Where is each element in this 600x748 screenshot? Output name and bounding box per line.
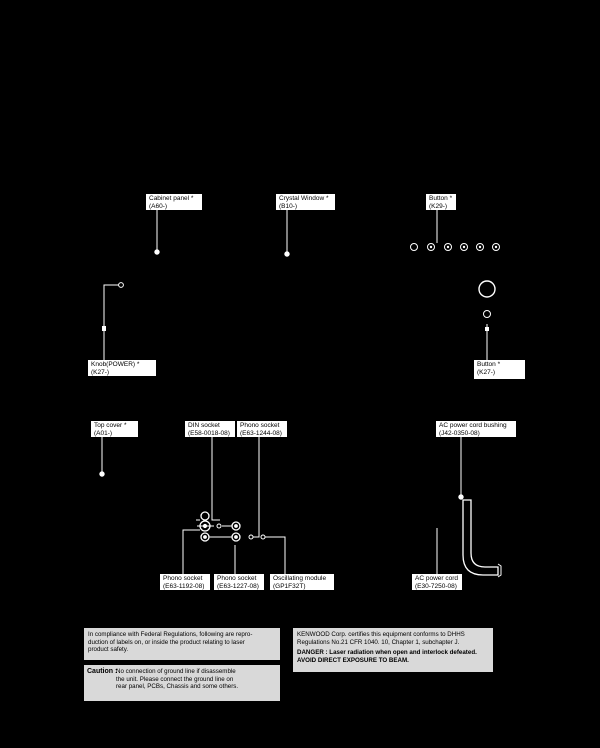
kenwood-certification-note: KENWOOD Corp. certifies this equipment conforms to DHHS Regulations No.21 CFR 1040. 10, Chapter 1, subchapter J. DANGER : Laser radiation when open and interlock defeated. AVOID DIRECT EXPOSURE TO BEAM.: [293, 628, 493, 672]
ac-cord-shape: [463, 500, 498, 575]
dot-ac-bushing: [459, 495, 463, 499]
label-ac-cord: AC power cord (E30-7250-08): [412, 574, 462, 590]
label-knob-power: Knob(POWER) * (K27-): [88, 360, 156, 376]
label-phono-socket-2: Phono socket (E63-1227-08): [214, 574, 264, 590]
leader-knob-power: [104, 285, 120, 360]
button-row-dot-1: [411, 244, 418, 251]
label-ac-bushing: AC power cord bushing (J42-0350-08): [436, 421, 516, 437]
label-top-cover: Top cover * (A01-): [91, 421, 138, 437]
leader-phono-socket-top: [250, 437, 259, 537]
dot-top-cover: [100, 472, 104, 476]
caution-note: Caution : No connection of ground line if disassemble the unit. Please connect the ground line on rear panel, PCBs, Chassis and some others.: [84, 665, 280, 701]
label-button-k29: Button * (K29-): [426, 194, 456, 210]
label-din-socket: DIN socket (E58-0018-08): [185, 421, 235, 437]
leader-phono-socket-1: [183, 530, 200, 574]
dot-crystal-window: [285, 252, 289, 256]
label-cabinet-panel: Cabinet panel * (A60-): [146, 194, 202, 210]
danger-warning: DANGER : Laser radiation when open and interlock defeated. AVOID DIRECT EXPOSURE TO BEAM.: [297, 649, 477, 664]
compliance-note: In compliance with Federal Regulations, following are repro- duction of labels on, or inside the product relating to laser product safety.: [84, 628, 280, 660]
label-phono-socket-top: Phono socket (E63-1244-08): [237, 421, 287, 437]
knob-power-marker: [119, 283, 124, 288]
leader-din-socket: [212, 437, 220, 520]
leader-osc-module: [265, 537, 285, 574]
round-button-k27: [479, 281, 495, 297]
label-phono-socket-1: Phono socket (E63-1192-08): [160, 574, 210, 590]
dot-cabinet-panel: [155, 250, 159, 254]
label-crystal-window: Crystal Window * (B10-): [276, 194, 335, 210]
caution-label: Caution :: [87, 668, 118, 675]
label-osc-module: Oscillating module (GP1F32T): [270, 574, 334, 590]
label-button-k27: Button * (K27-): [474, 360, 525, 379]
